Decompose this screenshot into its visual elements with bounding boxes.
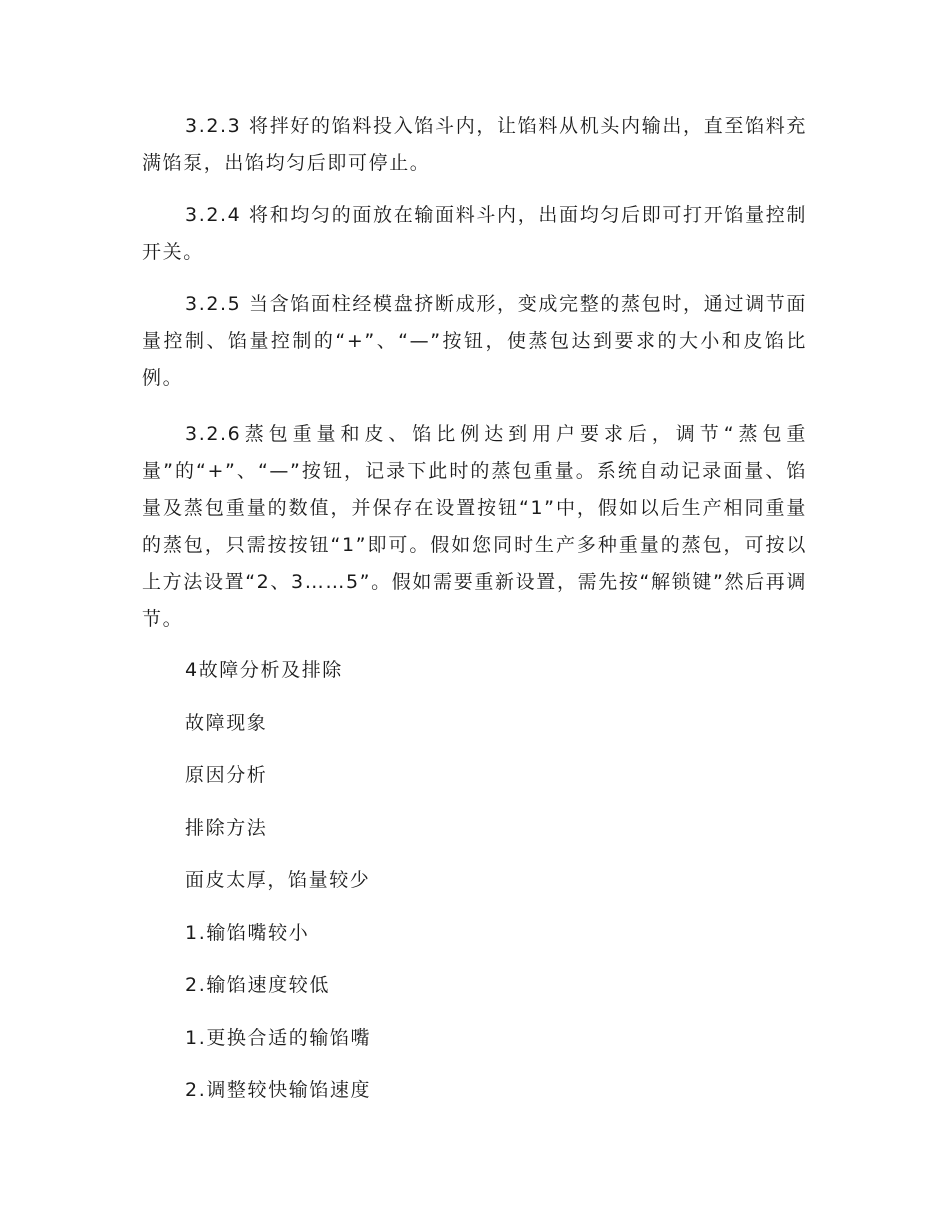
fault-symptom: 面皮太厚，馅量较少	[185, 869, 371, 891]
fault-remedy-item: 2.调整较快输馅速度	[185, 1079, 372, 1101]
section-heading: 4故障分析及排除	[185, 659, 343, 681]
column-header-cause: 原因分析	[185, 764, 268, 786]
fault-cause-item: 2.输馅速度较低	[185, 974, 330, 996]
fault-remedy-item: 1.更换合适的输馅嘴	[185, 1027, 372, 1049]
column-header-symptom: 故障现象	[185, 712, 268, 734]
paragraph-3-2-3: 3.2.3 将拌好的馅料投入馅斗内，让馅料从机头内输出，直至馅料充满馅泵，出馅均匀后即可停止。	[142, 115, 807, 174]
paragraph-3-2-5: 3.2.5 当含馅面柱经模盘挤断成形，变成完整的蒸包时，通过调节面量控制、馅量控制的“+”、“—”按钮，使蒸包达到要求的大小和皮馅比例。	[142, 293, 807, 389]
column-header-remedy: 排除方法	[185, 817, 268, 839]
paragraph-3-2-6: 3.2.6蒸包重量和皮、馅比例达到用户要求后，调节“蒸包重量”的“+”、“—”按钮，记录下此时的蒸包重量。系统自动记录面量、馅量及蒸包重量的数值，并保存在设置按钮“1”中，假如以后生产相同重量的蒸包，只需按按钮“1”即可。假如您同时生产多种重量的蒸包，可按以上方法设置“2、3……5”。假如需要重新设置，需先按“解锁键”然后再调节。	[142, 423, 807, 630]
paragraph-3-2-4: 3.2.4 将和均匀的面放在输面料斗内，出面均匀后即可打开馅量控制开关。	[142, 204, 807, 263]
fault-cause-item: 1.输馅嘴较小	[185, 922, 310, 944]
